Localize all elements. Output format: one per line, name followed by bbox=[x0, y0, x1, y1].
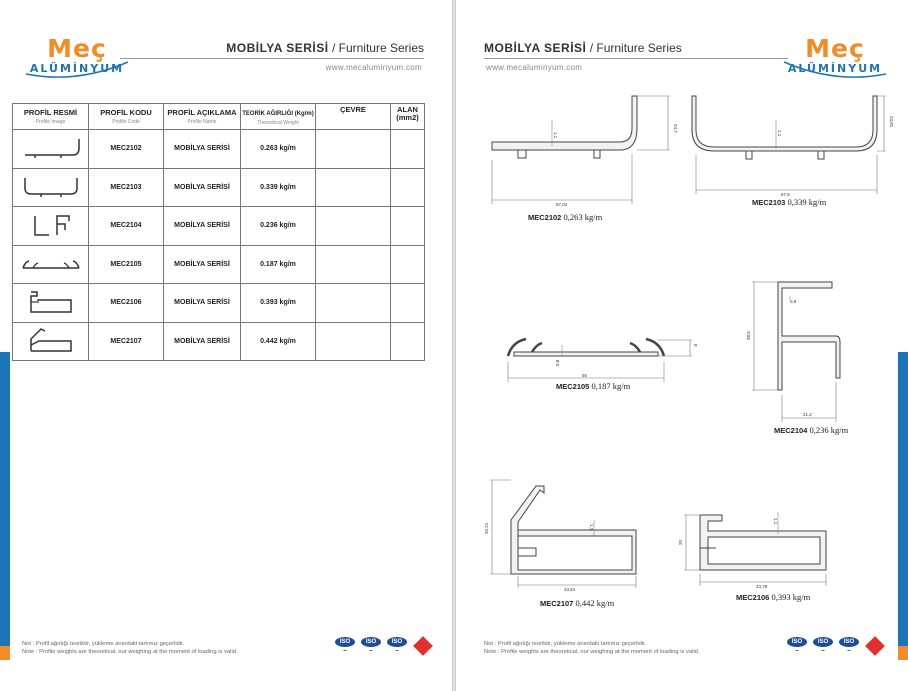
table-row bbox=[13, 130, 425, 169]
side-accent-left bbox=[0, 352, 10, 652]
iso-badge-icon: ISO ▬ bbox=[386, 637, 408, 655]
profile-area bbox=[391, 130, 425, 169]
technical-drawings bbox=[456, 0, 908, 691]
dim-text: 24,7 bbox=[673, 124, 678, 133]
table-header-row bbox=[13, 104, 425, 130]
profile-area bbox=[391, 322, 425, 361]
col-weight: TEORİK AĞIRLIĞI (Kg/m) Theoretical Weight bbox=[241, 104, 316, 130]
profile-name: MOBİLYA SERİSİ bbox=[164, 168, 241, 207]
drawing-label-2105: MEC2105 0,187 kg/m bbox=[556, 381, 631, 391]
dim-text: 1,1 bbox=[589, 524, 594, 531]
page-tab-left bbox=[0, 646, 10, 660]
profile-perimeter bbox=[316, 322, 391, 361]
dim-text: 1,1 bbox=[553, 132, 558, 139]
col-profile-code: PROFİL KODU Profile Code bbox=[89, 104, 164, 130]
profile-thumb bbox=[13, 245, 89, 284]
profile-weight: 0.393 kg/m bbox=[241, 284, 316, 323]
profile-area bbox=[391, 245, 425, 284]
certification-badges bbox=[334, 637, 430, 655]
profile-perimeter bbox=[316, 130, 391, 169]
right-page bbox=[456, 0, 908, 691]
dim-text: 1,1 bbox=[777, 130, 782, 137]
profile-name: MOBİLYA SERİSİ bbox=[164, 207, 241, 246]
footer-note: Not : Profil ağırlığı teoriktir, yükleme anındaki tartımız geçerlidir. Note : Profile weights are theoretical, our weighing at the moment of loading is valid. bbox=[22, 641, 238, 655]
dim-text: 23,81 bbox=[889, 116, 894, 128]
profile-perimeter bbox=[316, 168, 391, 207]
left-page bbox=[0, 0, 452, 691]
logo-mec: Meç bbox=[47, 34, 107, 63]
profile-area bbox=[391, 168, 425, 207]
dim-text: 0,9 bbox=[790, 299, 797, 304]
dim-text: 0,8 bbox=[555, 359, 560, 366]
profile-code: MEC2107 bbox=[89, 322, 164, 361]
tse-badge-icon bbox=[413, 636, 433, 656]
dim-text: 20 bbox=[678, 539, 683, 545]
profile-2102-drawing bbox=[492, 96, 637, 150]
profile-2103-drawing bbox=[692, 96, 877, 151]
profile-name: MOBİLYA SERİSİ bbox=[164, 245, 241, 284]
tse-badge-icon bbox=[865, 636, 885, 656]
side-accent-right bbox=[898, 352, 908, 652]
profile-code: MEC2103 bbox=[89, 168, 164, 207]
profile-area bbox=[391, 284, 425, 323]
profile-thumb bbox=[13, 168, 89, 207]
website[interactable]: www.mecaluminyum.com bbox=[486, 63, 583, 72]
header-divider bbox=[120, 58, 424, 59]
profile-area bbox=[391, 207, 425, 246]
table-row bbox=[13, 207, 425, 246]
profile-weight: 0.263 kg/m bbox=[241, 130, 316, 169]
profile-2103-icon bbox=[21, 174, 81, 198]
drawing-label-2102: MEC2102 0,263 kg/m bbox=[528, 212, 603, 222]
page-tab-right bbox=[898, 646, 908, 660]
profile-weight: 0.187 kg/m bbox=[241, 245, 316, 284]
website[interactable]: www.mecaluminyum.com bbox=[325, 63, 422, 72]
drawing-label-2107: MEC2107 0,442 kg/m bbox=[540, 598, 615, 608]
dim-text: 38,5 bbox=[746, 331, 751, 340]
profile-thumb bbox=[13, 207, 89, 246]
drawing-label-2104: MEC2104 0,236 kg/m bbox=[774, 425, 849, 435]
profile-code: MEC2105 bbox=[89, 245, 164, 284]
dim-text: 43,61 bbox=[564, 587, 576, 592]
profile-thumb bbox=[13, 322, 89, 361]
dim-text: 43,79 bbox=[756, 584, 768, 589]
footer-note: Not : Profil ağırlığı teoriktir, yükleme anındaki tartımız geçerlidir. Note : Profile weights are theoretical, our weighing at the moment of loading is valid. bbox=[484, 641, 700, 655]
logo-aluminyum: ALÜMİNYUM bbox=[29, 62, 125, 75]
profile-2105-icon bbox=[19, 252, 83, 274]
certification-badges bbox=[786, 637, 882, 655]
profile-code: MEC2104 bbox=[89, 207, 164, 246]
profile-name: MOBİLYA SERİSİ bbox=[164, 130, 241, 169]
profile-2107-drawing bbox=[511, 486, 636, 574]
profile-perimeter bbox=[316, 284, 391, 323]
drawing-label-2106: MEC2106 0,393 kg/m bbox=[736, 592, 811, 602]
col-profile-name: PROFİL AÇIKLAMA Profile Name bbox=[164, 104, 241, 130]
table-row bbox=[13, 322, 425, 361]
dim-text: 8 bbox=[693, 344, 698, 347]
profile-name: MOBİLYA SERİSİ bbox=[164, 284, 241, 323]
series-title: MOBİLYA SERİSİ / Furniture Series bbox=[484, 41, 682, 55]
profile-2102-icon bbox=[21, 136, 81, 160]
iso-badge-icon: ISO ▬ bbox=[360, 637, 382, 655]
profile-2105-drawing bbox=[514, 352, 658, 356]
dim-text: 1,1 bbox=[773, 518, 778, 525]
drawing-label-2103: MEC2103 0,339 kg/m bbox=[752, 197, 827, 207]
profile-table bbox=[12, 103, 425, 361]
profile-2107-icon bbox=[21, 325, 81, 355]
col-area: ALAN (mm2) bbox=[391, 104, 425, 130]
profile-code: MEC2102 bbox=[89, 130, 164, 169]
dim-text: 21,2 bbox=[803, 412, 812, 417]
table-row bbox=[13, 168, 425, 207]
brand-logo bbox=[22, 34, 132, 84]
profile-weight: 0.442 kg/m bbox=[241, 322, 316, 361]
iso-badge-icon: ISO ▬ bbox=[838, 637, 860, 655]
profile-weight: 0.339 kg/m bbox=[241, 168, 316, 207]
logo-mec: Meç bbox=[805, 34, 865, 63]
profile-2106-icon bbox=[21, 288, 81, 316]
profile-thumb bbox=[13, 284, 89, 323]
profile-weight: 0.236 kg/m bbox=[241, 207, 316, 246]
dim-text: 67,6 bbox=[781, 192, 790, 197]
profile-thumb bbox=[13, 130, 89, 169]
iso-badge-icon: ISO ▬ bbox=[786, 637, 808, 655]
profile-perimeter bbox=[316, 207, 391, 246]
dim-text: 32,21 bbox=[484, 522, 489, 534]
series-title: MOBİLYA SERİSİ / Furniture Series bbox=[226, 41, 424, 55]
profile-2104-icon bbox=[21, 212, 81, 238]
col-perimeter: ÇEVRE bbox=[316, 104, 391, 130]
dim-text: 55 bbox=[582, 373, 588, 378]
profile-code: MEC2106 bbox=[89, 284, 164, 323]
profile-perimeter bbox=[316, 245, 391, 284]
col-profile-image: PROFİL RESMİ Profile Image bbox=[13, 104, 89, 130]
profile-name: MOBİLYA SERİSİ bbox=[164, 322, 241, 361]
dim-text: 57,04 bbox=[556, 202, 568, 207]
profile-2104-drawing bbox=[778, 282, 840, 390]
logo-aluminyum: ALÜMİNYUM bbox=[787, 62, 883, 75]
iso-badge-icon: ISO ▬ bbox=[812, 637, 834, 655]
table-row bbox=[13, 245, 425, 284]
iso-badge-icon: ISO ▬ bbox=[334, 637, 356, 655]
table-row bbox=[13, 284, 425, 323]
